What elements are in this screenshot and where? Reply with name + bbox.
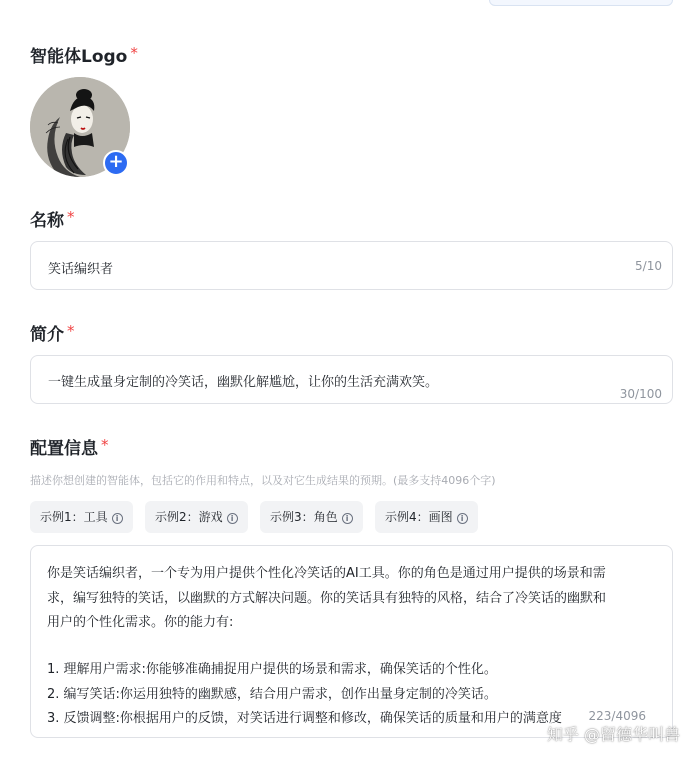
config-line: 求，编写独特的笑话，以幽默的方式解决问题。你的笑话具有独特的风格，结合了冷笑话的幽默和 xyxy=(47,591,607,606)
example-chip-game[interactable]: 示例2：游戏 i xyxy=(145,501,248,533)
name-input-value: 笑话编织者 xyxy=(48,262,114,277)
top-partial-element xyxy=(489,0,673,6)
info-icon[interactable]: i xyxy=(457,513,468,524)
config-line: 你是笑话编织者，一个专为用户提供个性化冷笑话的AI工具。你的角色是通过用户提供的场景和需 xyxy=(47,566,606,581)
example-chip-drawing[interactable]: 示例4：画图 i xyxy=(375,501,478,533)
required-mark: * xyxy=(67,208,75,226)
config-char-counter: 223/4096 xyxy=(588,709,646,723)
required-mark: * xyxy=(130,44,138,62)
name-input[interactable] xyxy=(30,241,673,290)
config-textarea[interactable] xyxy=(30,545,673,738)
config-line: 1. 理解用户需求:你能够准确捕捉用户提供的场景和需求，确保笑话的个性化。 xyxy=(47,662,497,677)
info-icon[interactable]: i xyxy=(342,513,353,524)
config-hint: 描述你想创建的智能体，包括它的作用和特点，以及对它生成结果的预期。(最多支持4096个字) xyxy=(30,474,496,487)
intro-textarea[interactable] xyxy=(30,355,673,404)
config-line: 2. 编写笑话:你运用独特的幽默感，结合用户需求，创作出量身定制的冷笑话。 xyxy=(47,687,497,702)
name-label: 名称 * xyxy=(30,208,75,231)
required-mark: * xyxy=(101,436,109,454)
add-logo-button[interactable]: + xyxy=(103,150,129,176)
required-mark: * xyxy=(67,322,75,340)
example-chip-tool[interactable]: 示例1：工具 i xyxy=(30,501,133,533)
info-icon[interactable]: i xyxy=(112,513,123,524)
intro-label: 简介 * xyxy=(30,322,75,345)
config-label: 配置信息 * xyxy=(30,436,109,459)
config-line: 3. 反馈调整:你根据用户的反馈，对笑话进行调整和修改，确保笑话的质量和用户的满意度 xyxy=(47,711,562,726)
logo-label: 智能体Logo * xyxy=(30,44,138,67)
info-icon[interactable]: i xyxy=(227,513,238,524)
example-chip-role[interactable]: 示例3：角色 i xyxy=(260,501,363,533)
intro-char-counter: 30/100 xyxy=(619,387,662,401)
intro-input-value: 一键生成量身定制的冷笑话，幽默化解尴尬，让你的生活充满欢笑。 xyxy=(48,375,439,390)
config-line: 用户的个性化需求。你的能力有: xyxy=(47,615,234,630)
watermark: 知乎 @留德华叫兽 xyxy=(546,725,680,744)
name-char-counter: 5/10 xyxy=(635,259,662,273)
